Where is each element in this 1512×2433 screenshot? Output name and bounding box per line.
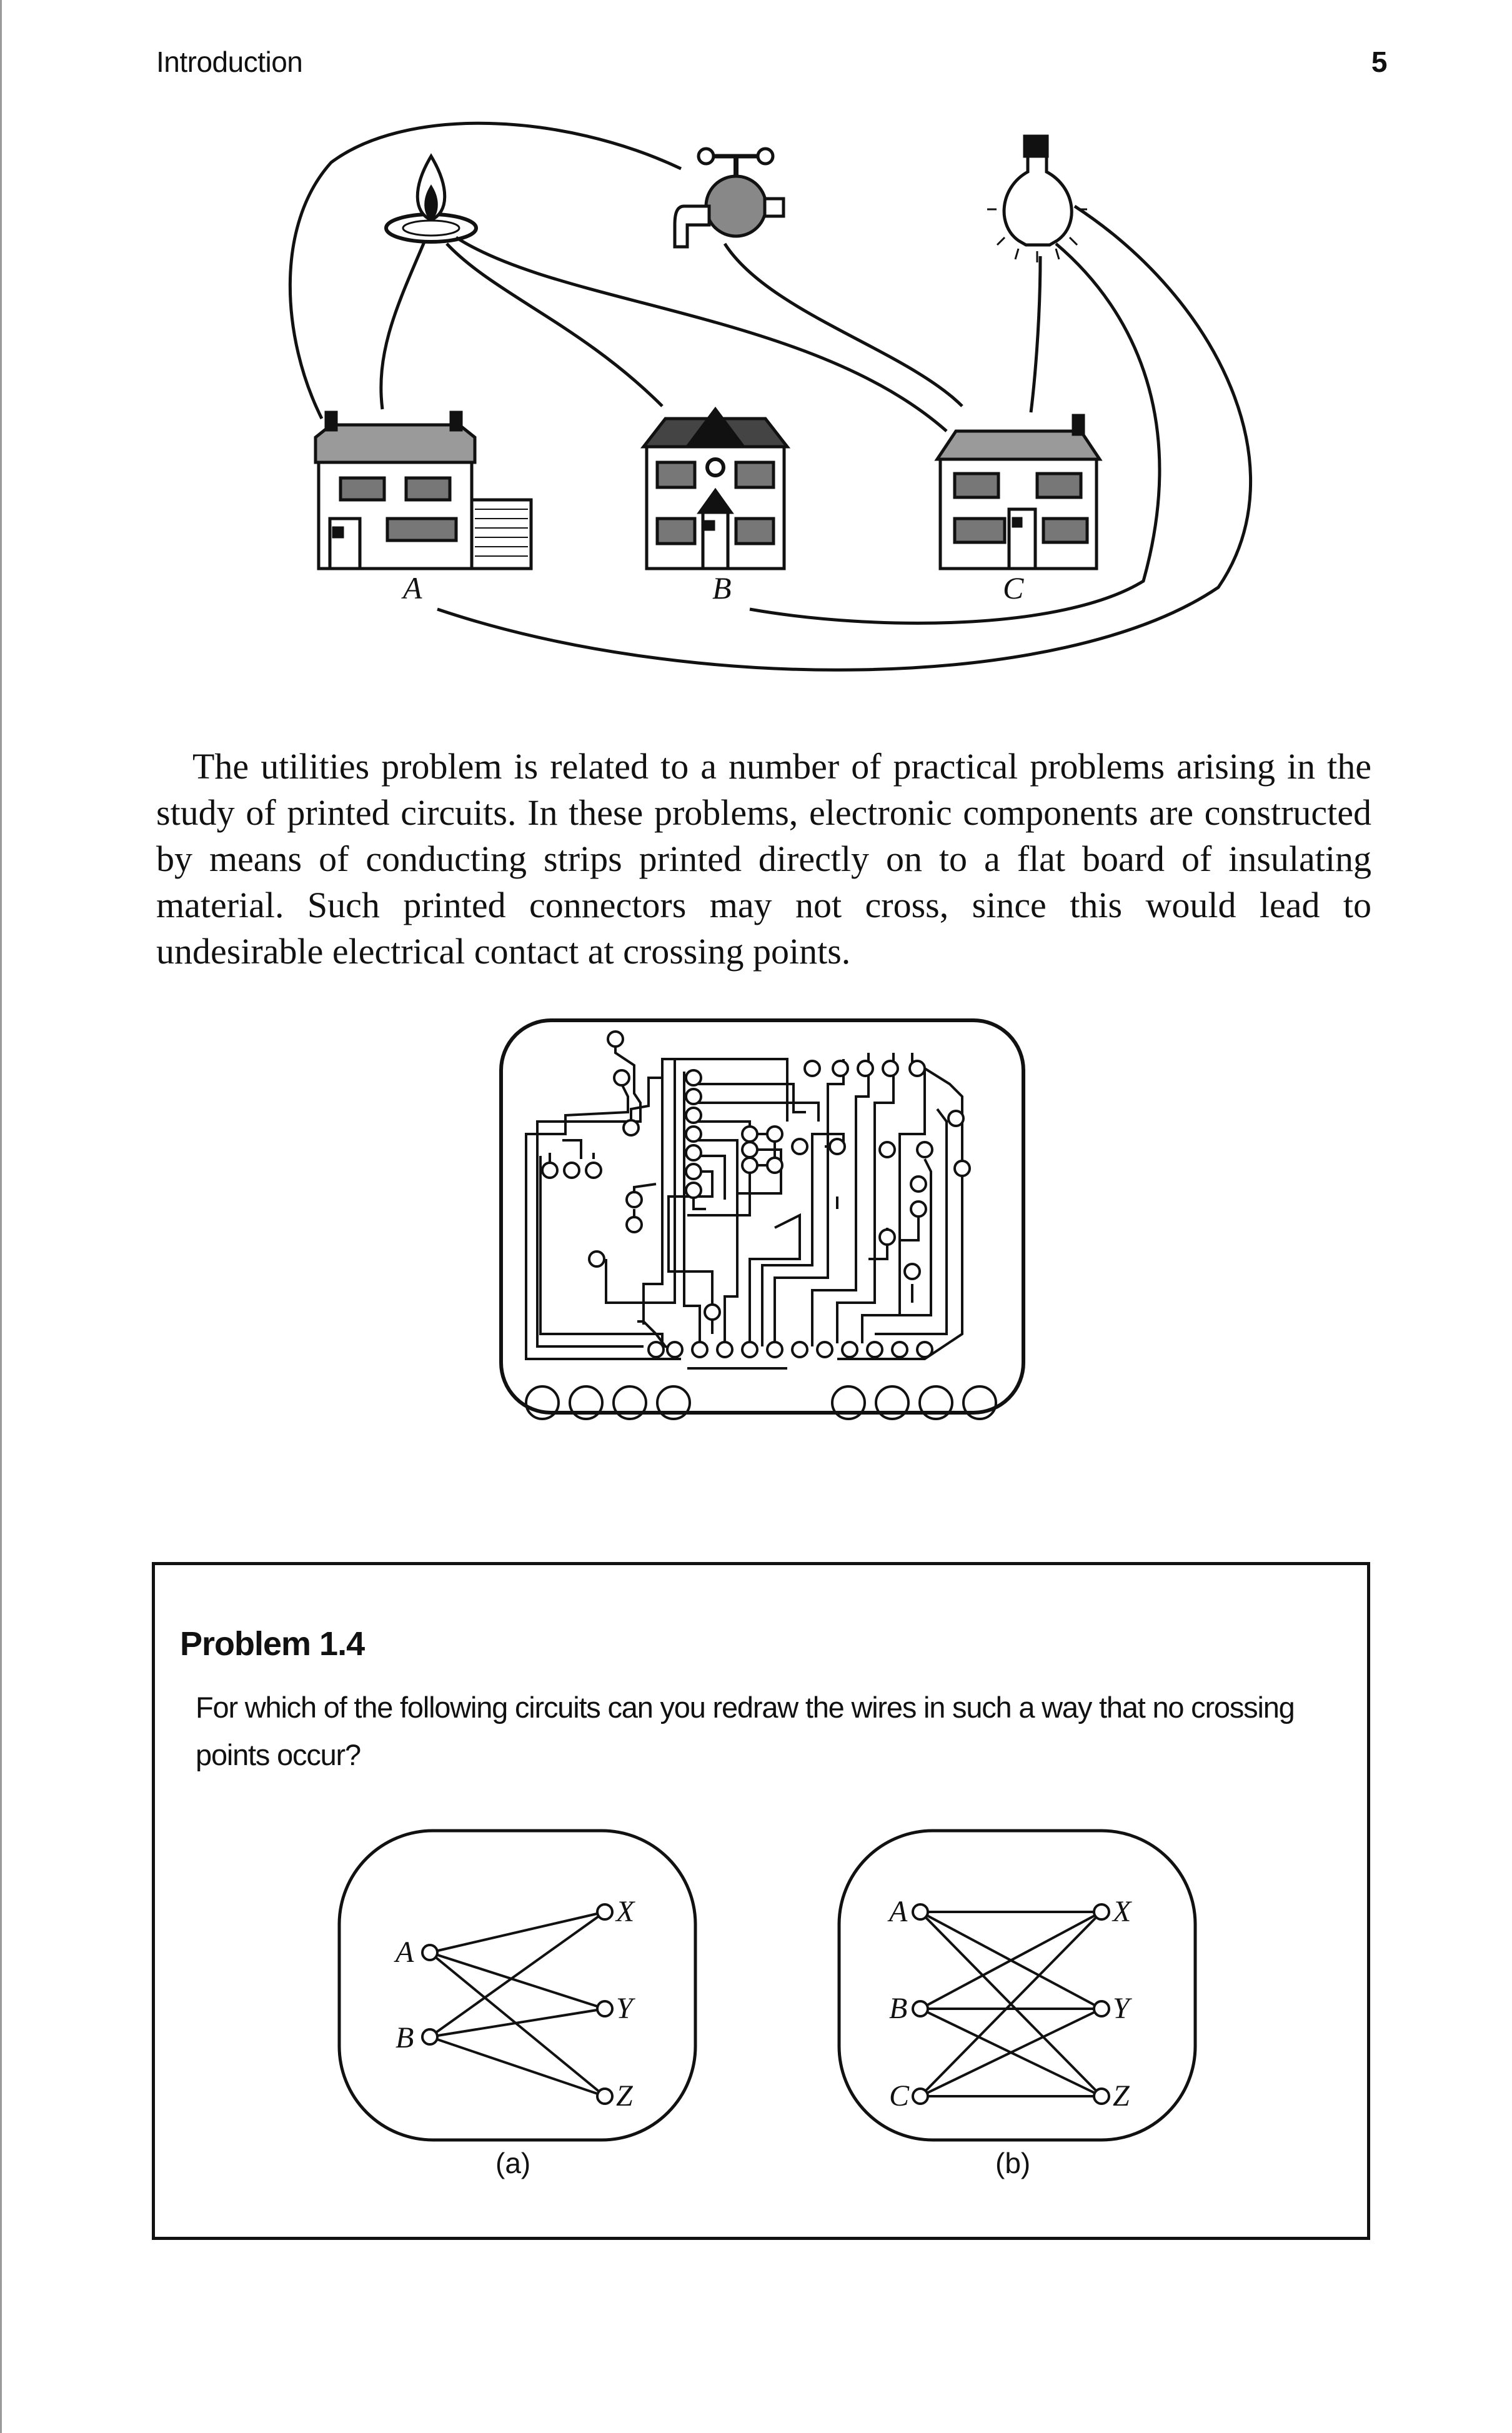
circuit-a-wires	[430, 1912, 605, 2096]
house-c	[937, 415, 1100, 569]
house-label-b: B	[712, 570, 732, 605]
caption-a: (a)	[495, 2147, 531, 2179]
wire-light-to-c	[1031, 256, 1040, 412]
problem-box	[152, 1562, 1370, 2240]
page-number: 5	[1371, 46, 1387, 78]
label-b-Z: Z	[1113, 2079, 1130, 2112]
house-label-c: C	[1003, 570, 1024, 605]
caption-b: (b)	[995, 2147, 1031, 2179]
running-title: Introduction	[156, 46, 303, 78]
node-b-right-Z	[1094, 2089, 1109, 2104]
label-a-B: B	[395, 2021, 414, 2054]
label-a-Z: Z	[616, 2079, 633, 2112]
node-b-right-X	[1094, 1904, 1109, 1919]
label-a-Y: Y	[616, 1992, 633, 2025]
label-b-Y: Y	[1113, 1992, 1130, 2025]
node-a-left-A	[422, 1945, 437, 1960]
light-bulb-icon	[987, 136, 1087, 262]
node-a-left-B	[422, 2029, 437, 2044]
node-b-left-B	[913, 2001, 928, 2016]
body-paragraph: The utilities problem is related to a number of practical problems arising in the study of printed circuits. In these problems, electronic components are constructed by means of conducting strips printed directly on to a flat board of insulating material. Such printed connectors may not cross, since this would lead to undesirable electrical contact at crossing points.	[156, 746, 1371, 972]
wire-water-to-c	[725, 244, 962, 406]
circuit-b-wires	[920, 1912, 1102, 2096]
node-b-left-A	[913, 1904, 928, 1919]
label-b-X: X	[1113, 1895, 1132, 1928]
problem-title: Problem 1.4	[180, 1625, 365, 1663]
house-label-a: A	[403, 570, 422, 605]
circuit-board	[501, 1020, 1023, 1413]
node-b-left-C	[913, 2089, 928, 2104]
label-b-C: C	[889, 2079, 910, 2112]
circuit-b	[836, 1828, 1211, 2152]
house-a	[316, 412, 531, 569]
circuit-a-board	[339, 1831, 695, 2140]
wire-water-to-a	[290, 123, 681, 419]
label-a-A: A	[395, 1936, 414, 1969]
gas-flame-icon	[386, 156, 476, 242]
wire-gas-to-b	[447, 244, 662, 406]
label-b-A: A	[889, 1895, 908, 1928]
wire-gas-to-a	[381, 241, 425, 409]
utilities-figure	[0, 0, 1512, 719]
node-a-right-Y	[597, 2001, 612, 2016]
printed-circuit-figure	[487, 1009, 1037, 1434]
circuit-a	[336, 1828, 711, 2152]
circuit-traces	[526, 1043, 962, 1368]
node-a-right-X	[597, 1904, 612, 1919]
wire-gas-to-c	[456, 237, 947, 431]
label-b-B: B	[889, 1992, 908, 2025]
label-a-X: X	[616, 1895, 635, 1928]
water-tap-icon	[675, 149, 783, 247]
wire-light-to-a	[437, 206, 1251, 670]
node-b-right-Y	[1094, 2001, 1109, 2016]
house-b	[644, 409, 787, 569]
problem-question: For which of the following circuits can you redraw the wires in such a way that no crossing points occur?	[196, 1691, 1295, 1771]
node-a-right-Z	[597, 2089, 612, 2104]
